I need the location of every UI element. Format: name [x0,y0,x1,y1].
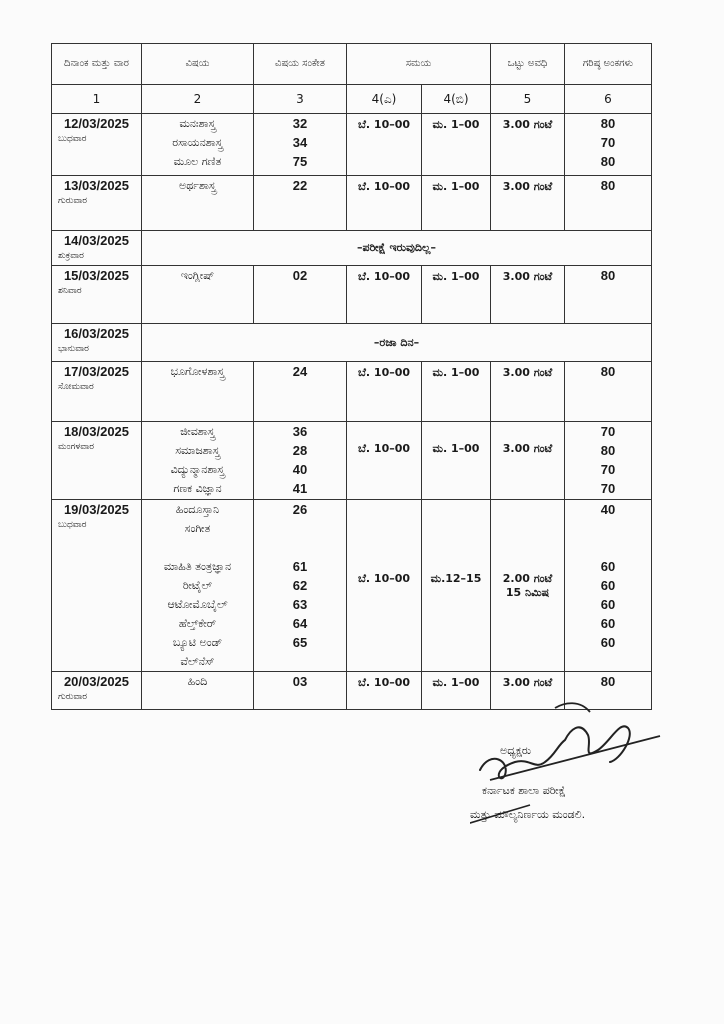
max-marks: 70 [600,462,616,477]
start-time: ಬೆ. 10–00 [347,114,422,176]
max-marks [565,538,651,557]
subject-name: ಮೂಲ ಗಣಿತ [173,155,222,168]
exam-date: 20/03/2025 [63,674,130,689]
subject-name: ಹಿಂದೂಸ್ತಾನಿ [175,503,220,516]
exam-timetable [51,43,652,710]
end-time: ಮ. 1–00 [422,114,491,176]
header-max-marks: ಗರಿಷ್ಠ ಅಂಕಗಳು [565,44,652,85]
subject-code: 41 [292,481,308,496]
subject-code: 62 [292,578,308,593]
subject-code [254,519,346,538]
duration: 3.00 ಗಂಟೆ [502,676,553,689]
max-marks: 70 [600,424,616,439]
exam-day: ಶನಿವಾರ [58,285,82,295]
subject-code: 03 [292,674,308,689]
subject-code: 32 [292,116,308,131]
table-row [52,362,652,422]
subject-code: 65 [292,635,308,650]
max-marks [565,519,651,538]
end-time: ಮ.12–15 [422,500,491,672]
duration-cell [491,176,565,231]
header-duration: ಒಟ್ಟು ಅವಧಿ [491,44,565,85]
col-num-2: 2 [142,85,254,114]
duration-cell [491,266,565,324]
subject-name: ವಿದ್ಯುನ್ಮಾನಶಾಸ್ತ್ರ [170,463,225,476]
exam-date: 12/03/2025 [63,116,130,131]
header-date-day: ದಿನಾಂಕ ಮತ್ತು ವಾರ [52,44,142,85]
subject-name: ಸಮಾಜಶಾಸ್ತ್ರ [175,444,220,457]
max-marks: 80 [600,116,616,131]
table-row [52,500,652,672]
col-num-4b: 4(ಬಿ) [422,85,491,114]
subject-code: 61 [292,559,308,574]
marks-cell [565,362,652,422]
max-marks [565,652,651,671]
subject-name: ಮಾಹಿತಿ ತಂತ್ರಜ್ಞಾನ [163,560,232,573]
exam-day: ಬುಧವಾರ [58,519,87,529]
col-num-6: 6 [565,85,652,114]
subject-name: ಅರ್ಥಶಾಸ್ತ್ರ [178,179,217,192]
subject-cell [142,176,254,231]
max-marks: 40 [600,502,616,517]
exam-date: 18/03/2025 [63,424,130,439]
subject-cell [142,266,254,324]
signature-block [470,700,700,850]
subject-name: ಹೆಲ್ತ್‌ಕೇರ್ [178,617,217,630]
code-cell [254,422,347,500]
subject-code: 34 [292,135,308,150]
timetable-body [52,114,652,710]
duration-cell [491,500,565,672]
max-marks: 80 [600,364,616,379]
code-cell [254,114,347,176]
duration: 3.00 ಗಂಟೆ [502,442,553,455]
subject-cell [142,422,254,500]
date-cell [52,324,142,362]
start-time: ಬೆ. 10–00 [347,422,422,500]
exam-date: 13/03/2025 [63,178,130,193]
subject-cell [142,362,254,422]
max-marks: 70 [600,481,616,496]
date-cell [52,500,142,672]
exam-date: 15/03/2025 [63,268,130,283]
duration: 3.00 ಗಂಟೆ [502,366,553,379]
duration: 3.00 ಗಂಟೆ [502,118,553,131]
end-time: ಮ. 1–00 [422,266,491,324]
subject-name [142,538,253,557]
table-row [52,324,652,362]
subject-code: 28 [292,443,308,458]
col-num-1: 1 [52,85,142,114]
subject-name: ರಸಾಯನಶಾಸ್ತ್ರ [172,136,223,149]
code-cell [254,266,347,324]
subject-code: 22 [292,178,308,193]
date-cell [52,176,142,231]
max-marks: 60 [600,578,616,593]
max-marks: 80 [600,443,616,458]
subject-name: ಭೂಗೋಳಶಾಸ್ತ್ರ [170,365,225,378]
max-marks: 80 [600,178,616,193]
subject-name: ವೆಲ್‌ನೆಸ್ [180,655,215,668]
exam-date: 19/03/2025 [63,502,130,517]
subject-code [254,652,346,671]
duration-cell [491,114,565,176]
header-subject: ವಿಷಯ [142,44,254,85]
duration: 3.00 ಗಂಟೆ [502,270,553,283]
max-marks: 60 [600,559,616,574]
subject-name: ಗಣಕ ವಿಜ್ಞಾನ [173,482,222,495]
table-row [52,266,652,324]
max-marks: 80 [600,674,616,689]
table-row [52,176,652,231]
board-name-line2: ಮತ್ತು ಮೌಲ್ಯನಿರ್ಣಯ ಮಂಡಲಿ. [470,808,586,821]
code-cell [254,672,347,710]
exam-day: ಭಾನುವಾರ [58,343,89,353]
exam-date: 16/03/2025 [63,326,130,341]
duration-extra: 15 ನಿಮಿಷ [505,586,550,599]
table-row [52,422,652,500]
date-cell [52,422,142,500]
col-num-4a: 4(ಎ) [347,85,422,114]
code-cell [254,362,347,422]
header-time: ಸಮಯ [347,44,491,85]
marks-cell [565,114,652,176]
subject-name: ಹಿಂದಿ [187,675,208,688]
table-row [52,231,652,266]
end-time: ಮ. 1–00 [422,672,491,710]
subject-code: 40 [292,462,308,477]
duration: 3.00 ಗಂಟೆ [502,180,553,193]
start-time: ಬೆ. 10–00 [347,500,422,672]
duration-cell [491,422,565,500]
exam-day: ಸೋಮವಾರ [58,381,94,391]
exam-day: ಗುರುವಾರ [58,691,88,701]
end-time: ಮ. 1–00 [422,422,491,500]
exam-day: ಮಂಗಳವಾರ [58,441,95,451]
subject-code: 75 [292,154,308,169]
subject-code: 24 [292,364,308,379]
start-time: ಬೆ. 10–00 [347,176,422,231]
code-cell [254,176,347,231]
signature-scribble [470,700,700,850]
no-exam-note: –ರಜಾ ದಿನ– [142,324,652,362]
subject-cell [142,500,254,672]
end-time: ಮ. 1–00 [422,362,491,422]
duration: 2.00 ಗಂಟೆ [502,572,553,585]
col-num-3: 3 [254,85,347,114]
date-cell [52,231,142,266]
subject-code: 26 [292,502,308,517]
marks-cell [565,422,652,500]
subject-code: 63 [292,597,308,612]
duration-cell [491,362,565,422]
code-cell [254,500,347,672]
exam-day: ಗುರುವಾರ [58,195,88,205]
subject-name: ಆಟೋಮೊಬೈಲ್ [167,598,228,611]
marks-cell [565,500,652,672]
subject-code [254,538,346,557]
start-time: ಬೆ. 10–00 [347,362,422,422]
start-time: ಬೆ. 10–00 [347,672,422,710]
subject-name: ಇಂಗ್ಲೀಷ್ [180,269,215,282]
exam-date: 17/03/2025 [63,364,130,379]
no-exam-note: –ಪರೀಕ್ಷೆ ಇರುವುದಿಲ್ಲ– [142,231,652,266]
start-time: ಬೆ. 10–00 [347,266,422,324]
date-cell [52,114,142,176]
exam-day: ಶುಕ್ರವಾರ [58,250,84,260]
max-marks: 60 [600,616,616,631]
marks-cell [565,176,652,231]
subject-name: ರೀಟೈಲ್ [182,579,213,592]
max-marks: 60 [600,597,616,612]
header-subject-code: ವಿಷಯ ಸಂಕೇತ [254,44,347,85]
subject-cell [142,672,254,710]
end-time: ಮ. 1–00 [422,176,491,231]
subject-cell [142,114,254,176]
date-cell [52,672,142,710]
subject-name: ಜೀವಶಾಸ್ತ್ರ [180,425,215,438]
subject-code: 36 [292,424,308,439]
max-marks: 80 [600,268,616,283]
exam-date: 14/03/2025 [63,233,130,248]
board-name-line1: ಕರ್ನಾಟಕ ಶಾಲಾ ಪರೀಕ್ಷೆ [482,784,566,797]
subject-code: 64 [292,616,308,631]
max-marks: 60 [600,635,616,650]
max-marks: 70 [600,135,616,150]
signatory-title: ಅಧ್ಯಕ್ಷರು [500,744,532,757]
max-marks: 80 [600,154,616,169]
subject-name: ಸಂಗೀತ [184,522,211,535]
subject-code: 02 [292,268,308,283]
col-num-5: 5 [491,85,565,114]
date-cell [52,362,142,422]
subject-name: ಬ್ಯೂಟಿ ಅಂಡ್ [172,636,223,649]
marks-cell [565,266,652,324]
exam-day: ಬುಧವಾರ [58,133,87,143]
subject-name: ಮನಃಶಾಸ್ತ್ರ [179,117,216,130]
date-cell [52,266,142,324]
table-row [52,114,652,176]
